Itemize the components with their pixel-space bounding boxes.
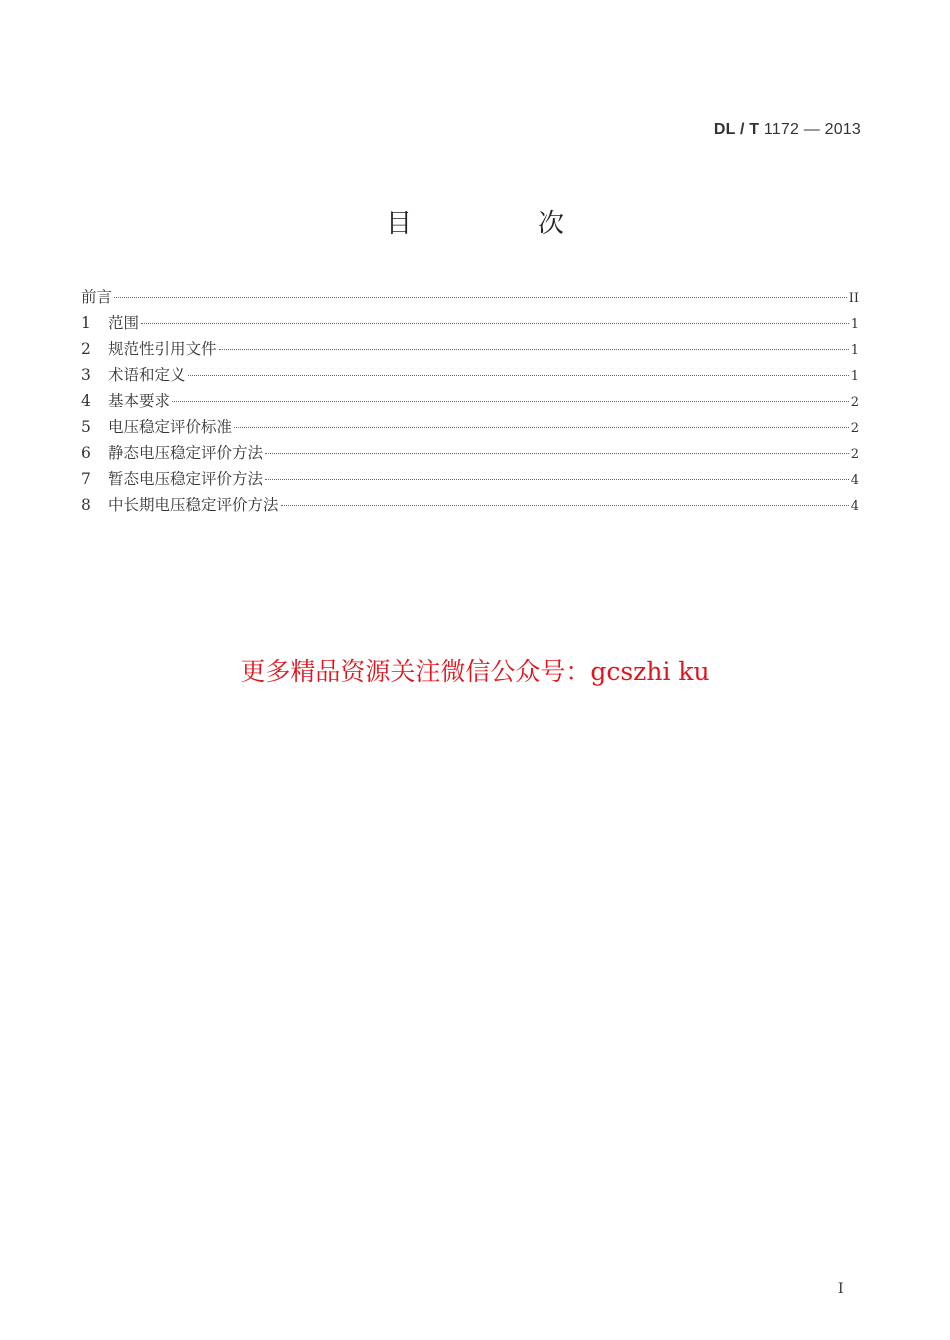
- toc-entry-label: 电压稳定评价标准: [108, 418, 233, 436]
- toc-entry-page: 2: [850, 421, 859, 436]
- standard-code: [714, 121, 861, 139]
- toc-leader-dots: [188, 375, 849, 376]
- toc-entry-page: 1: [850, 317, 859, 332]
- toc-entry-label: 中长期电压稳定评价方法: [108, 496, 279, 514]
- standard-code-number: 1172 — 2013: [759, 121, 861, 138]
- toc-entry-page: 4: [850, 473, 859, 488]
- standard-code-prefix: DL / T: [713, 121, 760, 138]
- toc-entry-number: 8: [81, 496, 91, 514]
- toc-entry-page: 4: [850, 499, 859, 514]
- toc-entry-number: 6: [81, 444, 91, 462]
- toc-leader-dots: [265, 479, 849, 480]
- toc-entry-number: 1: [81, 314, 91, 332]
- toc-entry-number: 2: [81, 340, 91, 358]
- toc-entry-label: 基本要求: [108, 392, 171, 410]
- toc-leader-dots: [114, 297, 847, 298]
- toc-entry-4[interactable]: [81, 389, 859, 415]
- toc-leader-dots: [234, 427, 849, 428]
- toc-leader-dots: [172, 401, 849, 402]
- toc-leader-dots: [265, 453, 849, 454]
- toc-entry-3[interactable]: [81, 363, 859, 389]
- toc-leader-dots: [219, 349, 849, 350]
- toc-entry-number: 7: [81, 470, 91, 488]
- toc-entry-preface[interactable]: [81, 285, 859, 311]
- toc-entry-label: 前言: [81, 288, 113, 306]
- toc-entry-8[interactable]: [81, 493, 859, 519]
- table-of-contents: [81, 285, 859, 519]
- toc-entry-number: 4: [81, 392, 91, 410]
- toc-entry-5[interactable]: [81, 415, 859, 441]
- toc-entry-number: 3: [81, 366, 91, 384]
- toc-entry-1[interactable]: [81, 311, 859, 337]
- toc-entry-label: 范围: [108, 314, 140, 332]
- toc-title: 目 次: [385, 209, 614, 239]
- toc-entry-number: 5: [81, 418, 91, 436]
- toc-leader-dots: [281, 505, 849, 506]
- toc-entry-label: 术语和定义: [108, 366, 186, 384]
- toc-leader-dots: [141, 323, 849, 324]
- toc-entry-page: 2: [850, 395, 859, 410]
- toc-entry-6[interactable]: [81, 441, 859, 467]
- toc-entry-label: 暂态电压稳定评价方法: [108, 470, 264, 488]
- toc-entry-label: 规范性引用文件: [108, 340, 217, 358]
- toc-entry-page: 1: [850, 369, 859, 384]
- toc-entry-page: 1: [850, 343, 859, 358]
- toc-entry-2[interactable]: [81, 337, 859, 363]
- promo-watermark-text: 更多精品资源关注微信公众号：gcszhi ku: [240, 657, 710, 686]
- page-number: I: [838, 1281, 844, 1297]
- toc-entry-7[interactable]: [81, 467, 859, 493]
- toc-entry-label: 静态电压稳定评价方法: [108, 444, 264, 462]
- toc-entry-page: II: [848, 291, 859, 306]
- toc-entry-page: 2: [850, 447, 859, 462]
